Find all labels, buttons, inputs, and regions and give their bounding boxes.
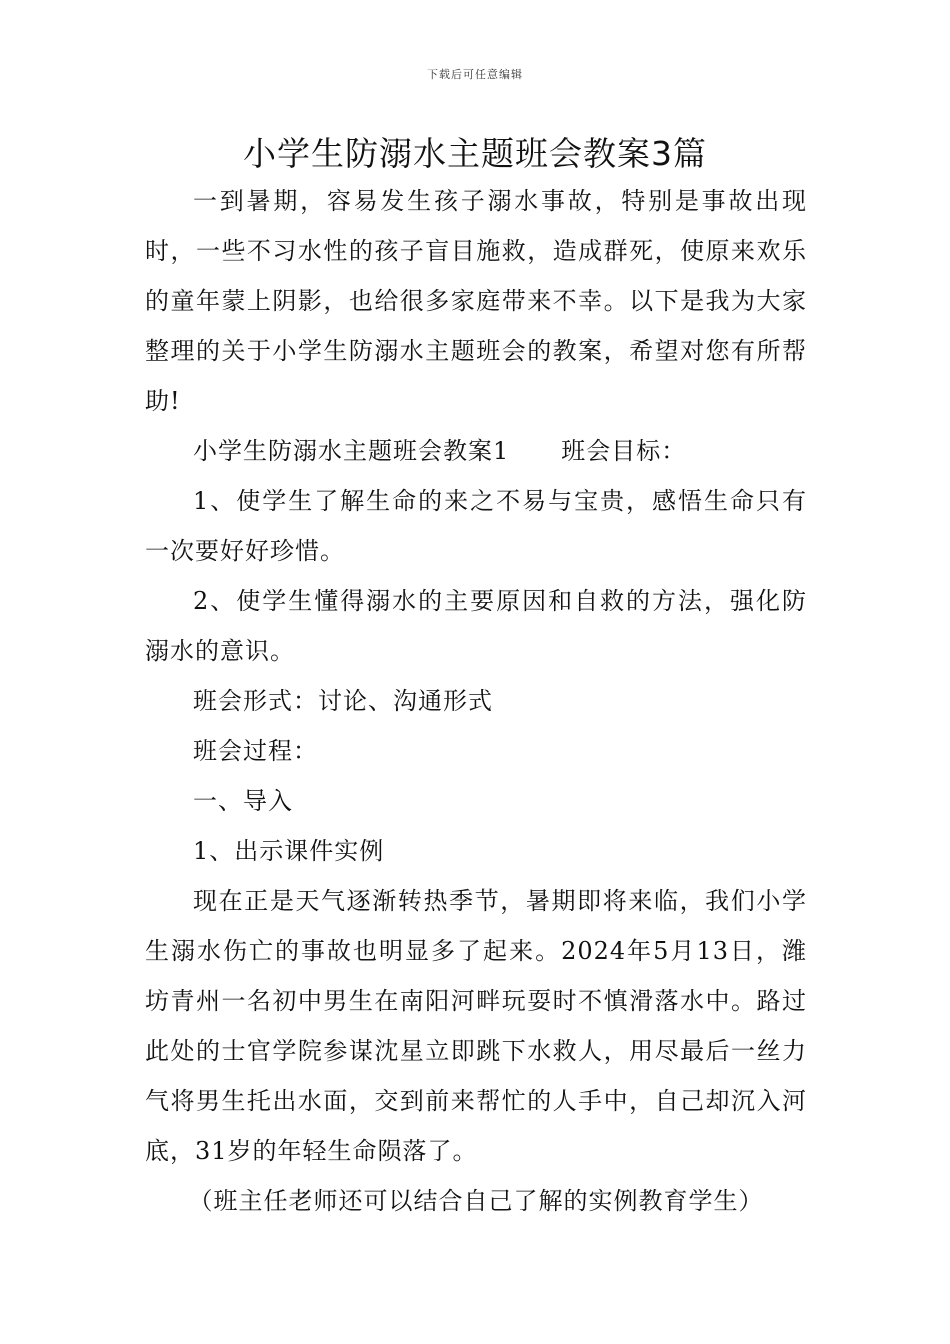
- goal-item-2: 2、使学生懂得溺水的主要原因和自救的方法，强化防溺水的意识。: [145, 587, 807, 665]
- document-title: 小学生防溺水主题班会教案3篇: [243, 134, 707, 173]
- goals-label: 班会目标：: [561, 437, 687, 465]
- section-heading: 一、导入: [193, 787, 293, 815]
- meeting-format: 班会形式：讨论、沟通形式: [193, 687, 493, 715]
- document-body: [145, 176, 807, 1226]
- meeting-process-label: 班会过程：: [193, 737, 318, 765]
- example-paragraph: 现在正是天气逐渐转热季节，暑期即将来临，我们小学生溺水伤亡的事故也明显多了起来。2024年5月13日，潍坊青州一名初中男生在南阳河畔玩耍时不慎滑落水中。路过此处的士官学院参谋沈星立即跳下水救人，用尽最后一丝力气将男生托出水面，交到前来帮忙的人手中，自己却沉入河底，31岁的年轻生命陨落了。: [145, 887, 807, 1165]
- intro-paragraph: 一到暑期，容易发生孩子溺水事故，特别是事故出现时，一些不习水性的孩子盲目施救，造成群死，使原来欢乐的童年蒙上阴影，也给很多家庭带来不幸。以下是我为大家整理的关于小学生防溺水主题班会的教案，希望对您有所帮助!: [145, 187, 807, 415]
- page-header-note: 下载后可任意编辑: [427, 68, 523, 81]
- teacher-note: （班主任老师还可以结合自己了解的实例教育学生）: [188, 1187, 764, 1215]
- lesson-title: 小学生防溺水主题班会教案1: [193, 437, 510, 465]
- goal-item-1: 1、使学生了解生命的来之不易与宝贵，感悟生命只有一次要好好珍惜。: [145, 487, 807, 565]
- lesson-heading-line: [145, 426, 807, 476]
- step-heading: 1、出示课件实例: [193, 837, 385, 865]
